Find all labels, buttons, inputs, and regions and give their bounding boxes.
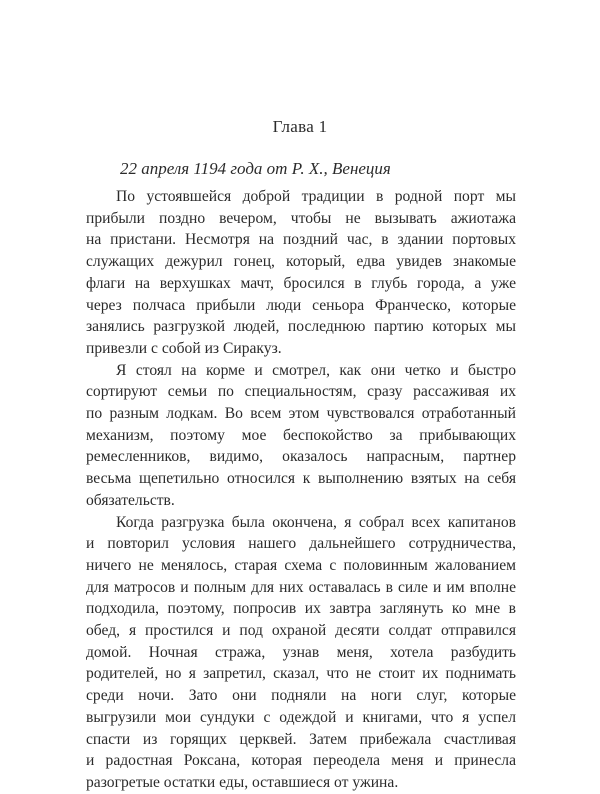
text-line: через полчаса прибыли люди сеньора Франческо, которые	[86, 296, 516, 314]
text-line: и повторил условия нашего дальнейшего сотрудничества,	[86, 535, 516, 553]
text-line: обязательств.	[86, 491, 175, 509]
paragraph-2	[86, 360, 516, 512]
text-line: механизм, поэтому мое беспокойство за прибывающих	[86, 426, 516, 444]
text-line: прибыли поздно вечером, чтобы не вызывать ажиотажа	[86, 209, 516, 227]
text-line: ремесленников, видимо, оказалось напрасным, партнер	[86, 448, 516, 466]
text-line: подходила, поэтому, попросив их завтра заглянуть ко мне в	[86, 600, 516, 618]
text-line: обед, я простился и под охраной десяти солдат отправился	[86, 622, 516, 640]
text-line: служащих дежурил гонец, который, едва увидев знакомые	[86, 253, 516, 271]
text-line: по разным лодкам. Во всем этом чувствовался отработанный	[86, 405, 516, 423]
text-line: занялись разгрузкой людей, последнюю партию которых мы	[86, 318, 516, 336]
text-line: Я стоял на корме и смотрел, как они четко и быстро	[116, 361, 516, 379]
text-line: весьма щепетильно относился к выполнению взятых на себя	[86, 470, 516, 488]
text-line: сортируют семьи по специальностям, сразу рассаживая их	[86, 383, 516, 401]
text-line: спасти из горящих церквей. Затем прибежала счастливая	[86, 730, 516, 748]
text-line: для матросов и полным для них оставалась в силе и им вполне	[86, 578, 516, 596]
text-line: выгрузили мои сундуки с одеждой и книгами, что я успел	[86, 708, 516, 726]
paragraph-3	[86, 512, 516, 794]
chapter-date-place: 22 апреля 1194 года от Р. Х., Венеция	[120, 159, 391, 178]
text-line: По устоявшейся доброй традиции в родной порт мы	[116, 188, 516, 205]
text-line: разогретые остатки еды, оставшиеся от ужина.	[86, 773, 399, 791]
text-line: флаги на верхушках мачт, бросился в глубь города, а уже	[86, 274, 516, 292]
text-line: и радостная Роксана, которая переодела меня и принесла	[86, 752, 516, 770]
body-text	[86, 186, 516, 794]
paragraph-1	[86, 186, 516, 360]
text-line: привезли с собой из Сиракуз.	[86, 339, 282, 357]
text-line: Когда разгрузка была окончена, я собрал всех капитанов	[116, 513, 516, 531]
text-line: на пристани. Несмотря на поздний час, в здании портовых	[86, 231, 516, 249]
text-line: домой. Ночная стража, узнав меня, хотела разбудить	[86, 643, 516, 661]
text-line: среди ночи. Зато они подняли на ноги слуг, которые	[86, 687, 516, 705]
chapter-title: Глава 1	[272, 117, 328, 136]
text-line: родителей, но я запретил, сказал, что не стоит их поднимать	[86, 665, 516, 683]
text-line: ничего не менялось, старая схема с половинным жалованием	[86, 556, 516, 574]
